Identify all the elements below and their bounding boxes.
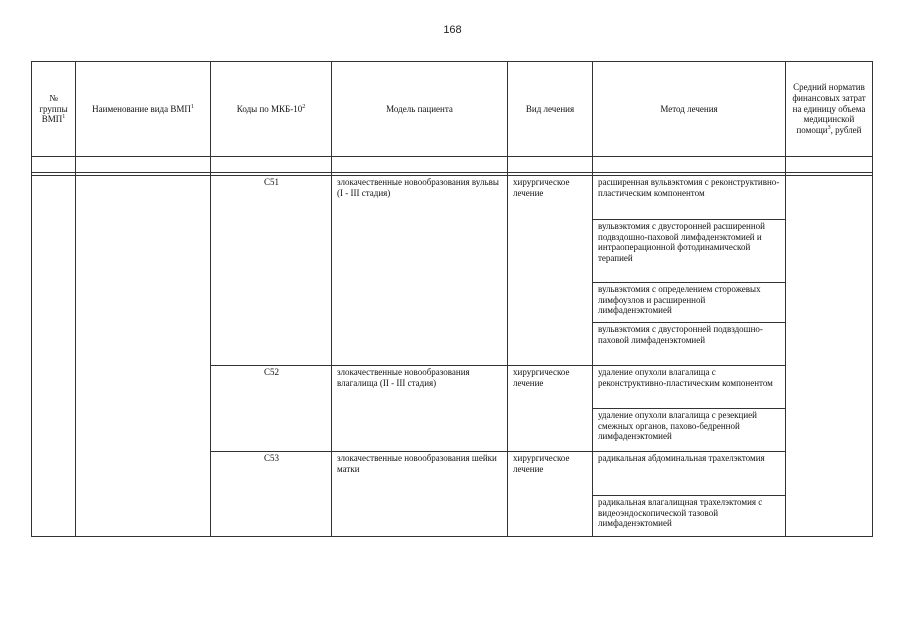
header-name: Наименование вида ВМП$^1$ <box>76 62 211 157</box>
table-row <box>32 176 873 220</box>
model-cell: злокачественные новообразования влагалища (II - III стадия) <box>332 366 508 452</box>
method-cell: радикальная влагалищная трахелэктомия с видеоэндоскопической тазовой лимфаденэктомией <box>593 496 786 537</box>
treatment-cell: хирургическое лечение <box>508 452 593 537</box>
model-cell: злокачественные новообразования вульвы (I - III стадия) <box>332 176 508 366</box>
method-cell: удаление опухоли влагалища с резекцией смежных органов, пахово-бедренной лимфаденэктомией <box>593 409 786 452</box>
group-no-cell <box>32 176 76 537</box>
code-cell: C52 <box>211 366 332 452</box>
method-cell: вульвэктомия с двусторонней расширенной подвздошно-паховой лимфаденэктомией и интраоперационной фотодинамической терапией <box>593 220 786 283</box>
treatment-cell: хирургическое лечение <box>508 366 593 452</box>
vmp-name-cell <box>76 176 211 537</box>
header-cost: Средний норматив финансовых затрат на единицу объема медицинской помощи$^3$, рублей <box>786 62 873 157</box>
method-cell: вульвэктомия с определением сторожевых лимфоузлов и расширенной лимфаденэктомией <box>593 283 786 323</box>
method-cell: удаление опухоли влагалища с реконструктивно-пластическим компонентом <box>593 366 786 409</box>
treatment-cell: хирургическое лечение <box>508 176 593 366</box>
page-number: 168 <box>443 24 462 36</box>
cost-cell <box>786 176 873 537</box>
method-cell: вульвэктомия с двусторонней подвздошно-паховой лимфаденэктомией <box>593 323 786 366</box>
header-row <box>32 62 873 157</box>
header-model: Модель пациента <box>332 62 508 157</box>
header-codes: Коды по МКБ-$10^2$ <box>211 62 332 157</box>
vmp-table <box>31 61 873 537</box>
header-method: Метод лечения <box>593 62 786 157</box>
method-cell: радикальная абдоминальная трахелэктомия <box>593 452 786 496</box>
header-group-no: № группы ВМП$^1$ <box>32 62 76 157</box>
code-cell: C51 <box>211 176 332 366</box>
header-treatment: Вид лечения <box>508 62 593 157</box>
method-cell: расширенная вульвэктомия с реконструктивно-пластическим компонентом <box>593 176 786 220</box>
code-cell: C53 <box>211 452 332 537</box>
model-cell: злокачественные новообразования шейки матки <box>332 452 508 537</box>
numbering-row <box>32 157 873 173</box>
